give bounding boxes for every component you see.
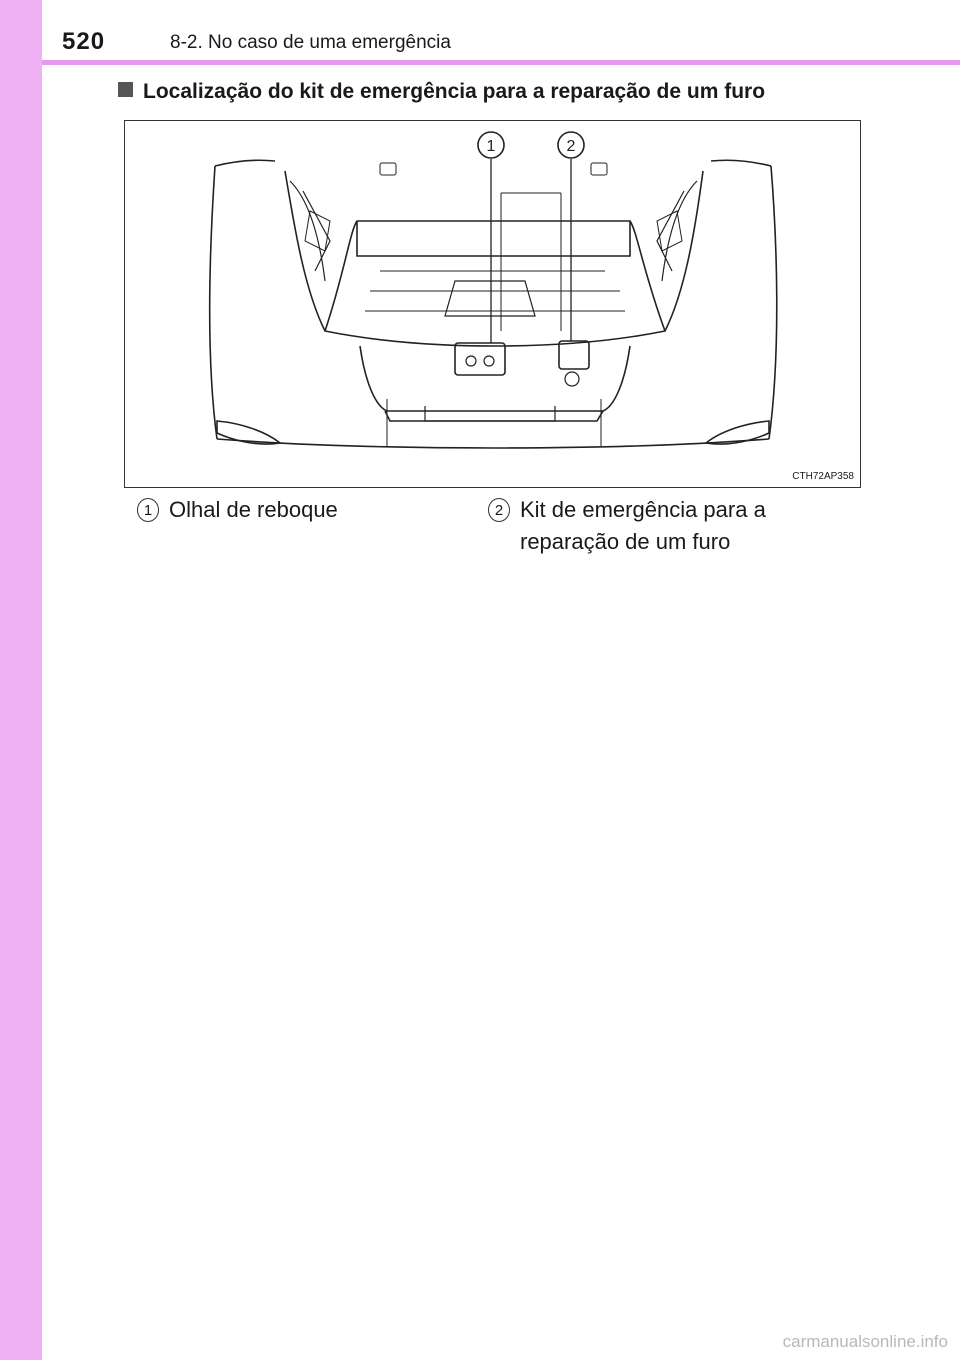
section-heading-text: Localização do kit de emergência para a reparação de um furo bbox=[143, 80, 766, 103]
page-number: 520 bbox=[62, 28, 106, 55]
legend-item-2 bbox=[488, 494, 818, 558]
trunk-illustration bbox=[124, 120, 861, 488]
callout-1-label: 1 bbox=[486, 138, 496, 155]
chapter-title: 8-2. No caso de uma emergência bbox=[170, 32, 451, 53]
watermark: carmanualsonline.info bbox=[782, 1332, 948, 1351]
rear-trunk-drawing bbox=[125, 121, 861, 488]
rear-bumper bbox=[385, 411, 603, 421]
callout-2-label: 2 bbox=[566, 138, 576, 155]
figure-code: CTH72AP358 bbox=[792, 471, 854, 482]
legend-text-1: Olhal de reboque bbox=[169, 497, 338, 522]
tow-eye-box bbox=[455, 343, 505, 375]
page-side-tab bbox=[0, 0, 42, 1360]
square-bullet-icon bbox=[118, 82, 133, 97]
legend-number-1: 1 bbox=[137, 498, 159, 522]
section-heading bbox=[118, 80, 765, 104]
repair-kit-box bbox=[559, 341, 589, 369]
legend-item-1 bbox=[137, 494, 338, 526]
legend-number-2: 2 bbox=[488, 498, 510, 522]
legend-text-2: Kit de emergência para a reparação de um furo bbox=[520, 497, 766, 554]
header-rule bbox=[42, 60, 960, 65]
car-body-outline bbox=[210, 166, 777, 439]
trunk-opening bbox=[285, 171, 703, 346]
